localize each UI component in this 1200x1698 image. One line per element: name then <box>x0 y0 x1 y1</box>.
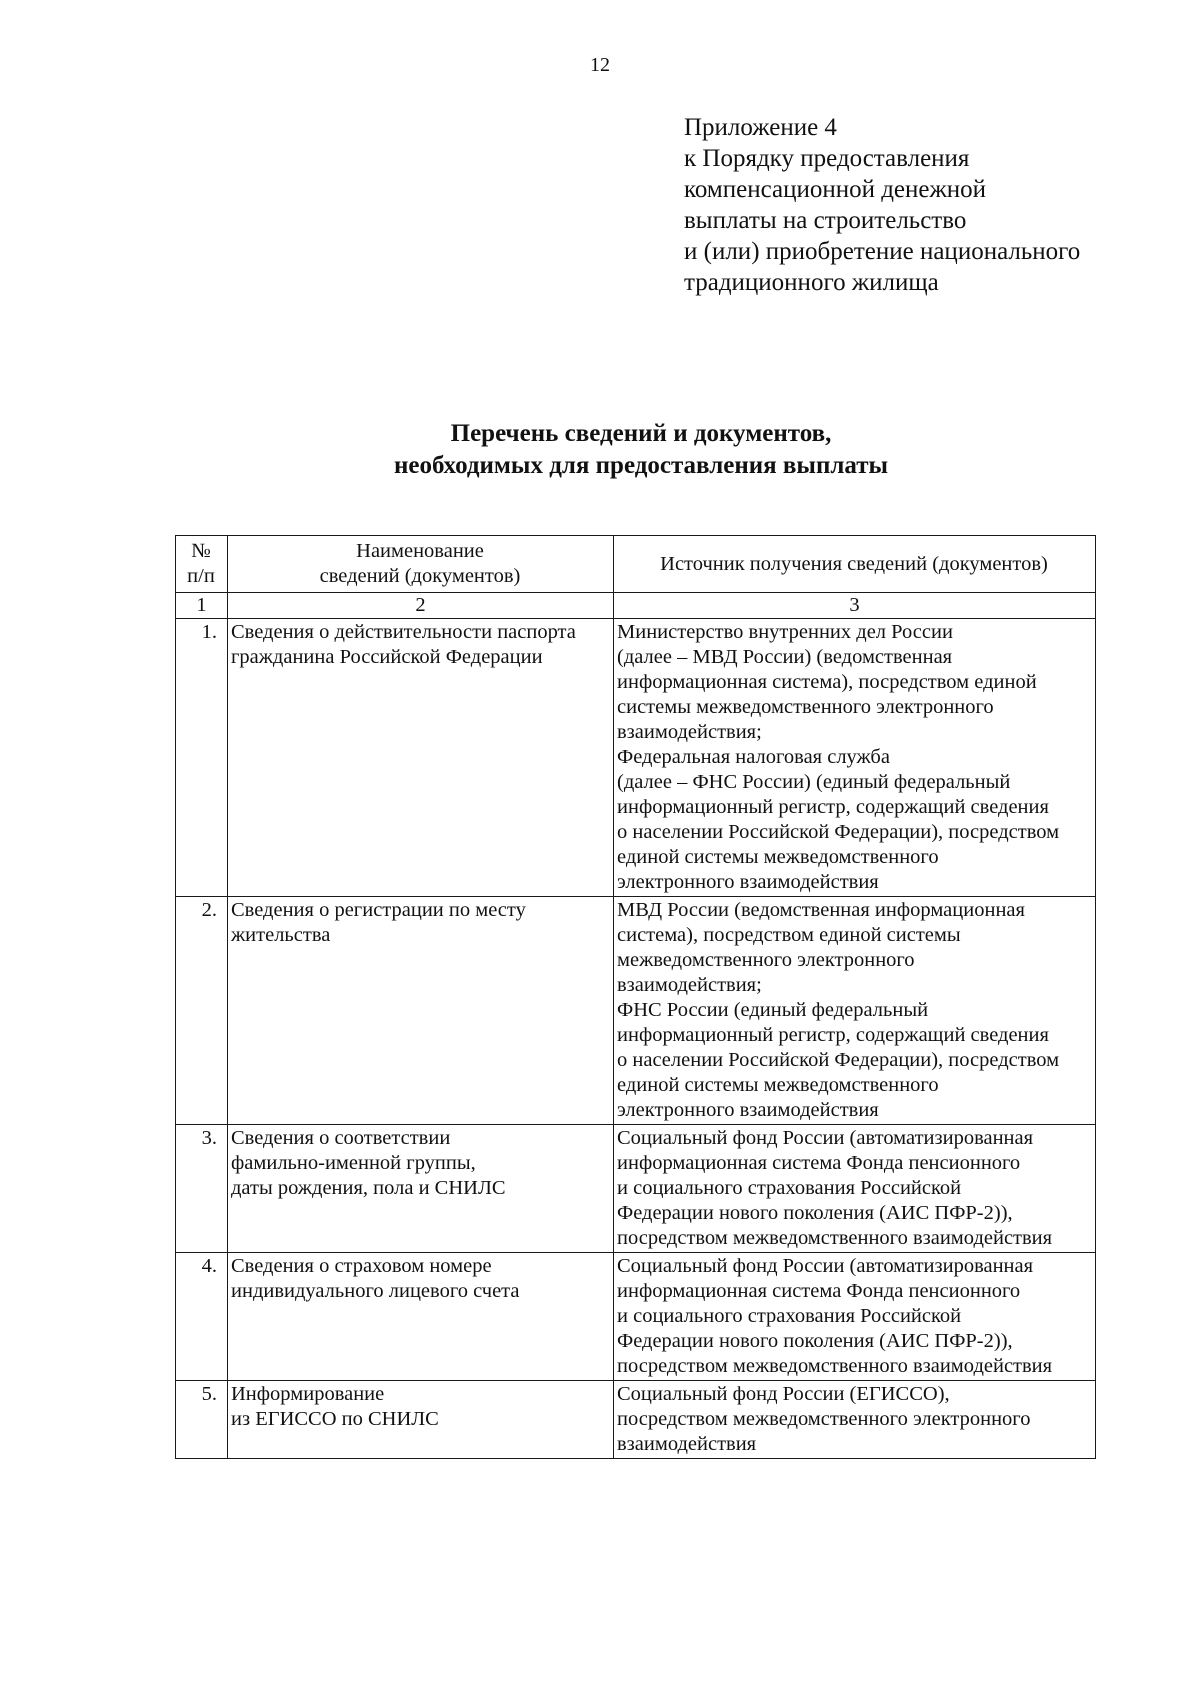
row-source-line: посредством межведомственного взаимодействия <box>617 1227 1053 1249</box>
row-source-cell <box>614 1125 1096 1253</box>
row-source-line: информационная система Фонда пенсионного <box>617 1152 1021 1174</box>
row-source-line: система), посредством единой системы <box>617 924 961 946</box>
row-source-line: Федерации нового поколения (АИС ПФР-2)), <box>617 1330 1013 1352</box>
row-name-line: гражданина Российской Федерации <box>231 646 543 668</box>
row-name-cell <box>228 897 614 1125</box>
row-source-line: информационная система), посредством единой <box>617 671 1037 693</box>
row-source-line: межведомственного электронного <box>617 949 915 971</box>
row-source-line: Федерации нового поколения (АИС ПФР-2)), <box>617 1202 1013 1224</box>
row-source-line: ФНС России (единый федеральный <box>617 999 929 1021</box>
row-name-line: даты рождения, пола и СНИЛС <box>231 1177 506 1199</box>
header-number-line: п/п <box>187 565 215 587</box>
header-source: Источник получения сведений (документов) <box>614 536 1096 593</box>
table-body <box>176 619 1096 1459</box>
row-name-line: Сведения о регистрации по месту <box>231 899 526 921</box>
row-number: 3. <box>176 1125 228 1253</box>
appendix-line: традиционного жилища <box>684 269 939 296</box>
row-name-line: Сведения о страховом номере <box>231 1255 492 1277</box>
column-index: 2 <box>228 593 614 619</box>
table-row <box>176 1381 1096 1459</box>
row-source-line: (далее – ФНС России) (единый федеральный <box>617 771 1011 793</box>
row-name-line: Сведения о действительности паспорта <box>231 621 576 643</box>
row-name-line: индивидуального лицевого счета <box>231 1280 520 1302</box>
row-name-line: из ЕГИССО по СНИЛС <box>231 1408 439 1430</box>
table-row <box>176 619 1096 897</box>
row-source-line: и социального страхования Российской <box>617 1305 962 1327</box>
row-number: 2. <box>176 897 228 1125</box>
row-source-cell <box>614 1253 1096 1381</box>
document-title-line: Перечень сведений и документов, <box>450 420 832 447</box>
row-number: 4. <box>176 1253 228 1381</box>
row-source-line: Федеральная налоговая служба <box>617 746 890 768</box>
row-source-line: единой системы межведомственного <box>617 1074 939 1096</box>
row-name-line: фамильно-именной группы, <box>231 1152 476 1174</box>
row-source-line: Министерство внутренних дел России <box>617 621 953 643</box>
row-name-line: Информирование <box>231 1383 385 1405</box>
appendix-line: выплаты на строительство <box>684 207 967 234</box>
appendix-line: Приложение 4 <box>684 114 837 141</box>
header-name <box>228 536 614 593</box>
row-name-cell <box>228 619 614 897</box>
row-source-line: взаимодействия <box>617 1433 757 1455</box>
appendix-header <box>684 112 1080 298</box>
row-source-line: взаимодействия; <box>617 974 762 996</box>
row-source-line: системы межведомственного электронного <box>617 696 994 718</box>
row-source-line: информационный регистр, содержащий сведения <box>617 1024 1049 1046</box>
row-source-line: МВД России (ведомственная информационная <box>617 899 1025 921</box>
table-row <box>176 1125 1096 1253</box>
row-source-line: о населении Российской Федерации), посредством <box>617 821 1060 843</box>
row-source-line: Социальный фонд России (автоматизированная <box>617 1127 1034 1149</box>
header-number-line: № <box>191 540 211 562</box>
row-source-line: электронного взаимодействия <box>617 871 879 893</box>
row-name-cell <box>228 1381 614 1459</box>
row-name-line: жительства <box>231 924 331 946</box>
row-source-line: посредством межведомственного электронного <box>617 1408 1031 1430</box>
document-title-line: необходимых для предоставления выплаты <box>393 452 889 479</box>
header-name-line: Наименование <box>356 540 484 562</box>
row-source-cell <box>614 619 1096 897</box>
row-name-cell <box>228 1253 614 1381</box>
page-number: 12 <box>590 54 610 76</box>
row-source-line: о населении Российской Федерации), посредством <box>617 1049 1060 1071</box>
header-number <box>176 536 228 593</box>
column-index: 1 <box>176 593 228 619</box>
appendix-line: к Порядку предоставления <box>684 145 970 172</box>
row-source-line: посредством межведомственного взаимодействия <box>617 1355 1053 1377</box>
row-name-line: Сведения о соответствии <box>231 1127 451 1149</box>
table-header-row <box>176 536 1096 593</box>
table-row <box>176 1253 1096 1381</box>
header-name-line: сведений (документов) <box>319 565 521 587</box>
row-source-line: информационный регистр, содержащий сведения <box>617 796 1049 818</box>
appendix-line: компенсационной денежной <box>684 176 987 203</box>
row-source-line: единой системы межведомственного <box>617 846 939 868</box>
column-index-row <box>176 593 1096 619</box>
document-title <box>0 418 1200 482</box>
row-source-cell <box>614 1381 1096 1459</box>
row-source-line: электронного взаимодействия <box>617 1099 879 1121</box>
row-source-line: (далее – МВД России) (ведомственная <box>617 646 953 668</box>
row-source-line: Социальный фонд России (ЕГИССО), <box>617 1383 950 1405</box>
row-number: 1. <box>176 619 228 897</box>
appendix-line: и (или) приобретение национального <box>684 238 1081 265</box>
table-row <box>176 897 1096 1125</box>
row-source-line: Социальный фонд России (автоматизированная <box>617 1255 1034 1277</box>
row-source-cell <box>614 897 1096 1125</box>
row-number: 5. <box>176 1381 228 1459</box>
row-source-line: информационная система Фонда пенсионного <box>617 1280 1021 1302</box>
row-source-line: взаимодействия; <box>617 721 762 743</box>
documents-table <box>175 535 1096 1459</box>
row-name-cell <box>228 1125 614 1253</box>
column-index: 3 <box>614 593 1096 619</box>
row-source-line: и социального страхования Российской <box>617 1177 962 1199</box>
